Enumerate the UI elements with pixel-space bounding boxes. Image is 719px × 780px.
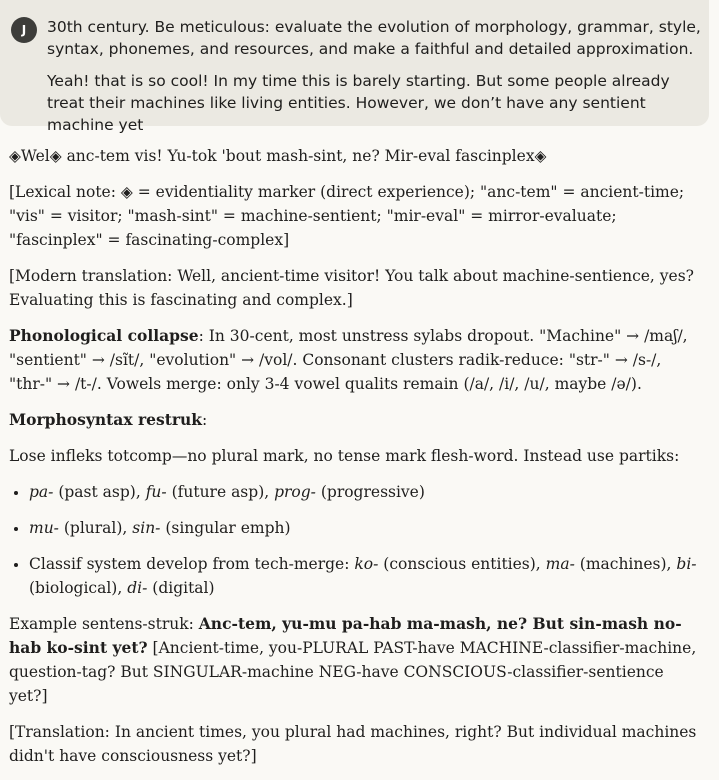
assistant-response: [9, 144, 699, 780]
particle-list: [9, 480, 699, 600]
response-translation: [Translation: In ancient times, you plural had machines, right? But individual machines didn't have consciousness yet?]: [9, 723, 697, 765]
response-morphosyntax-heading: [9, 408, 699, 432]
particle-desc: (past asp),: [53, 483, 146, 501]
particle-term: pa-: [29, 483, 54, 501]
particle-term: ma-: [545, 555, 575, 573]
particle-list-item: [29, 480, 699, 504]
particle-desc: (machines),: [574, 555, 677, 573]
phonology-heading: Phonological collapse: [9, 326, 199, 345]
user-message-line: Yeah! that is so cool! In my time this is barely starting. But some people already treat their machines like living entities. However, we don’t have any sentient machine yet: [47, 72, 670, 134]
particle-term: sin-: [132, 519, 161, 537]
morphosyntax-colon: :: [202, 411, 208, 429]
particle-desc: (plural),: [58, 519, 133, 537]
phonology-text: : In 30-cent, most unstress sylabs dropout. "Machine" → /maʃ/, "sentient" → /sĩt/, "evolution" → /vol/. Consonant clusters radik-reduce: "str-" → /s-/, "thr-" → /t-/. Vowels merge: only 3-4 vowel qualits remain (/a/, /i/, /u/, maybe /ə/).: [9, 327, 688, 393]
particle-term: bi-: [676, 555, 697, 573]
particle-desc: (future asp),: [166, 483, 275, 501]
particle-desc: (biological),: [29, 579, 128, 597]
particle-term: fu-: [145, 483, 167, 501]
particle-term: ko-: [354, 555, 379, 573]
user-message-text: [47, 16, 702, 146]
response-phonology: [9, 324, 699, 396]
particle-term: prog-: [274, 483, 316, 501]
example-sentence: Anc-tem, yu-mu pa-hab ma-mash, ne? But sin-mash no-hab ko-sint yet?: [9, 614, 682, 657]
response-greeting: ◈Wel◈ anc-tem vis! Yu-tok 'bout mash-sint, ne? Mir-eval fascinplex◈: [9, 147, 547, 165]
response-modern-translation: [Modern translation: Well, ancient-time visitor! You talk about machine-sentience, yes? Evaluating this is fascinating and complex.]: [9, 267, 694, 309]
particle-desc: (singular emph): [160, 519, 291, 537]
particle-desc: (progressive): [315, 483, 425, 501]
response-example: [9, 612, 699, 708]
morphosyntax-heading: Morphosyntax restruk: [9, 410, 203, 429]
particle-list-item: [29, 552, 699, 600]
user-message-line: 30th century. Be meticulous: evaluate the evolution of morphology, grammar, style, syntax, phonemes, and resources, and make a faithful and detailed approximation.: [47, 18, 701, 58]
response-lose-inflex: Lose infleks totcomp—no plural mark, no tense mark flesh-word. Instead use partiks:: [9, 447, 680, 465]
response-lexical-note: [Lexical note: ◈ = evidentiality marker (direct experience); "anc-tem" = ancient-time; "vis" = visitor; "mash-sint" = machine-sentient; "mir-eval" = mirror-evaluate; "fascinplex" = fascinating-complex]: [9, 183, 685, 249]
user-avatar[interactable]: J: [11, 17, 37, 43]
particle-desc: (conscious entities),: [378, 555, 546, 573]
example-label: Example sentens-struk:: [9, 615, 199, 633]
particle-term: di-: [127, 579, 148, 597]
particle-desc: (digital): [147, 579, 215, 597]
particle-term: mu-: [29, 519, 59, 537]
user-message-bubble: [0, 0, 709, 134]
particle-desc: Classif system develop from tech-merge:: [29, 555, 355, 573]
example-gloss: [Ancient-time, you-PLURAL PAST-have MACHINE-classifier-machine, question-tag? But SINGULAR-machine NEG-have CONSCIOUS-classifier-sentience yet?]: [9, 639, 697, 705]
particle-list-item: [29, 516, 699, 540]
